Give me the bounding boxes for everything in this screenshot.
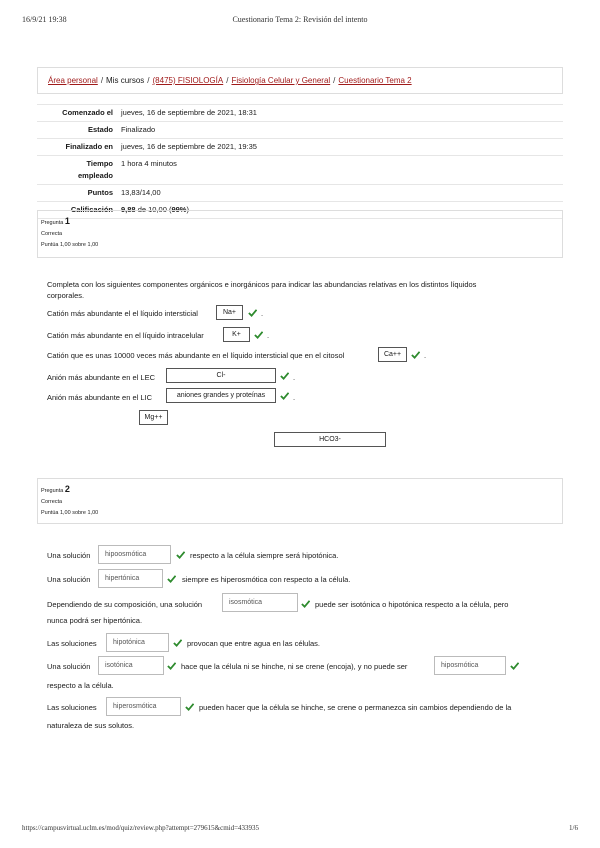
q2-s1-pre: Una solución — [47, 551, 91, 560]
question-1-status: Correcta — [41, 231, 63, 237]
q2-s4-post: provocan que entre agua en las células. — [187, 639, 321, 648]
q1-line-5: Anión más abundante en el LIC — [47, 393, 153, 402]
time-taken-label-2: empleado — [77, 171, 113, 180]
breadcrumb-separator: / — [333, 76, 336, 85]
breadcrumb-area-personal[interactable]: Área personal — [48, 76, 98, 85]
question-1-info — [37, 210, 563, 258]
time-taken-label-1: Tiempo — [86, 159, 113, 168]
q2-s6-pre: Las soluciones — [47, 703, 97, 712]
check-icon — [185, 702, 194, 711]
check-icon — [173, 638, 182, 647]
question-1-intro-2: corporales. — [47, 291, 85, 300]
breadcrumb-separator: / — [226, 76, 229, 85]
points-label: Puntos — [87, 188, 113, 197]
time-taken-label — [37, 156, 117, 184]
q1-dot: . — [293, 373, 296, 382]
state-label: Estado — [87, 125, 113, 134]
q2-s3-line2: nunca podrá ser hipertónica. — [47, 616, 143, 625]
q2-s3-post: puede ser isotónica o hipotónica respecto a la célula, pero — [315, 600, 509, 609]
q1-dot: . — [267, 331, 270, 340]
question-1-intro-1: Completa con los siguientes componentes orgánicos e inorgánicos para indicar las abundancias relativas en los distintos líquidos — [47, 280, 477, 289]
check-icon — [411, 350, 420, 359]
q2-answer-6[interactable]: hiposmótica — [434, 656, 506, 675]
started-label: Comenzado el — [62, 108, 113, 117]
question-2-info — [37, 478, 563, 524]
q1-dot: . — [261, 309, 264, 318]
grade-mid: de 10,00 ( — [135, 205, 172, 214]
q1-dot: . — [424, 351, 427, 360]
check-icon — [167, 574, 176, 583]
grade-score: 9,88 — [121, 205, 136, 214]
q2-s6-line2: naturaleza de sus solutos. — [47, 721, 135, 730]
q1-answer-5[interactable]: aniones grandes y proteínas — [166, 388, 276, 403]
q2-s2-pre: Una solución — [47, 575, 91, 584]
question-1-number — [41, 216, 559, 229]
started-value: jueves, 16 de septiembre de 2021, 18:31 — [121, 108, 257, 117]
q2-s2-post: siempre es hiperosmótica con respecto a la célula. — [182, 575, 351, 584]
breadcrumb — [37, 67, 563, 94]
finished-label: Finalizado en — [65, 142, 113, 151]
q2-answer-2[interactable]: hipertónica — [98, 569, 163, 588]
q1-answer-4[interactable]: Cl- — [166, 368, 276, 383]
q1-answer-1[interactable]: Na+ — [216, 305, 243, 320]
q1-line-3: Catión que es unas 10000 veces más abundante en el líquido intersticial que en el citosol — [47, 351, 345, 360]
grade-percent: 99% — [171, 205, 187, 214]
finished-value: jueves, 16 de septiembre de 2021, 19:35 — [121, 142, 257, 151]
check-icon — [510, 661, 519, 670]
q2-answer-7[interactable]: hiperosmótica — [106, 697, 181, 716]
footer-page: 1/6 — [569, 824, 578, 832]
points-value: 13,83/14,00 — [121, 188, 161, 197]
q1-line-2: Catión más abundante en el líquido intracelular — [47, 331, 204, 340]
question-2-num: 2 — [64, 484, 70, 494]
breadcrumb-course[interactable]: (8475) FISIOLOGÍA — [152, 76, 224, 85]
question-2-number — [41, 484, 559, 497]
question-1-num: 1 — [64, 216, 70, 226]
check-icon — [167, 661, 176, 670]
question-1-score: Puntúa 1,00 sobre 1,00 — [41, 242, 99, 248]
q1-dot: . — [293, 393, 296, 402]
breadcrumb-separator: / — [100, 76, 104, 85]
print-datetime: 16/9/21 19:38 — [22, 15, 67, 24]
q2-s5-mid: hace que la célula ni se hinche, ni se crene (encoja), y no puede ser — [181, 662, 408, 671]
check-icon — [254, 330, 263, 339]
q2-answer-1[interactable]: hipoosmótica — [98, 545, 171, 564]
print-title: Cuestionario Tema 2: Revisión del intento — [232, 15, 368, 24]
q2-answer-5[interactable]: isotónica — [98, 656, 164, 675]
q1-unused-option-hco3[interactable]: HCO3- — [274, 432, 386, 447]
question-2-prefix: Pregunta — [41, 488, 64, 494]
footer-url: https://campusvirtual.uclm.es/mod/quiz/review.php?attempt=279615&cmid=433935 — [22, 824, 260, 832]
q2-s3-pre: Dependiendo de su composición, una solución — [47, 600, 203, 609]
attempt-summary — [37, 104, 563, 219]
question-1-prefix: Pregunta — [41, 220, 64, 226]
q1-line-4: Anión más abundante en el LEC — [47, 373, 155, 382]
grade-end: ) — [186, 205, 189, 214]
q1-line-1: Catión más abundante el el líquido intersticial — [47, 309, 198, 318]
q1-answer-2[interactable]: K+ — [223, 327, 250, 342]
question-2-score: Puntúa 1,00 sobre 1,00 — [41, 510, 99, 516]
check-icon — [280, 391, 289, 400]
breadcrumb-section[interactable]: Fisiología Celular y General — [231, 76, 331, 85]
check-icon — [280, 371, 289, 380]
q2-s6-post: pueden hacer que la célula se hinche, se crene o permanezca sin cambios dependiendo de la — [199, 703, 512, 712]
q2-s4-pre: Las soluciones — [47, 639, 97, 648]
breadcrumb-quiz[interactable]: Cuestionario Tema 2 — [338, 76, 412, 85]
question-1-intro — [47, 279, 557, 301]
question-2-status: Correcta — [41, 499, 63, 505]
q2-s5-pre: Una solución — [47, 662, 91, 671]
time-taken-value: 1 hora 4 minutos — [121, 159, 177, 168]
breadcrumb-separator: / — [147, 76, 150, 85]
check-icon — [248, 308, 257, 317]
q1-answer-3[interactable]: Ca++ — [378, 347, 407, 362]
q2-answer-4[interactable]: hipotónica — [106, 633, 169, 652]
state-value: Finalizado — [121, 125, 156, 134]
check-icon — [301, 599, 310, 608]
q1-unused-option-mg[interactable]: Mg++ — [139, 410, 168, 425]
q2-answer-3[interactable]: isosmótica — [222, 593, 298, 612]
check-icon — [176, 550, 185, 559]
q2-s1-post: respecto a la célula siempre será hipotónica. — [190, 551, 339, 560]
breadcrumb-mis-cursos: Mis cursos — [106, 76, 145, 85]
q2-s5-line2: respecto a la célula. — [47, 681, 114, 690]
grade-label: Calificación — [70, 205, 113, 214]
